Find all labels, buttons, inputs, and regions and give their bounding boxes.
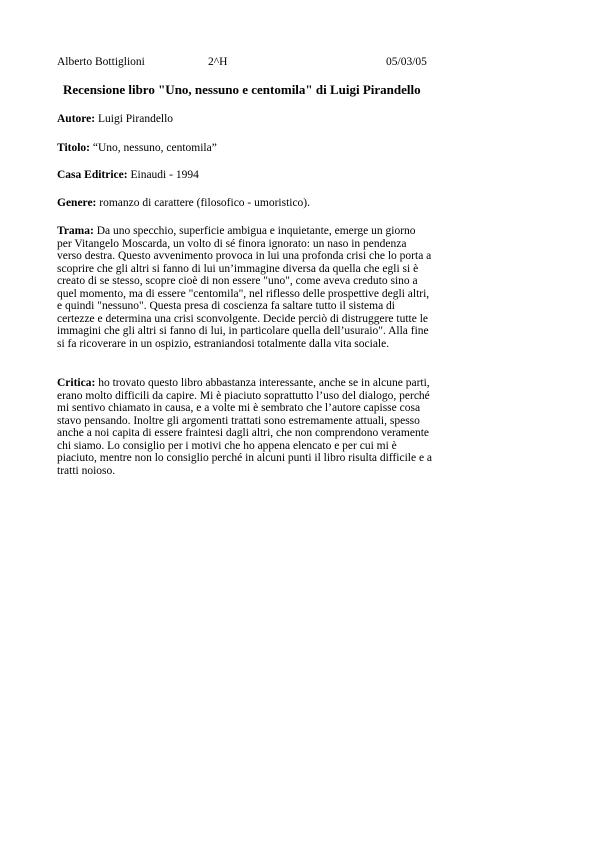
field-genere-label: Genere: <box>57 197 97 209</box>
text-line-content: ho trovato questo libro abbastanza interessante, anche se in alcune parti, <box>98 377 430 389</box>
document-title: Recensione libro "Uno, nessuno e centomila" di Luigi Pirandello <box>63 82 421 97</box>
text-line: quel momento, ma di essere "centomila", nel riflesso delle prospettive degli altri, <box>57 287 430 300</box>
text-line: mi sentivo chiamato in causa, e a volte mi è sembrato che l’autore capisse cosa <box>57 402 421 414</box>
header-date: 05/03/05 <box>386 56 427 68</box>
critica-paragraph <box>57 377 452 477</box>
field-titolo-value: “Uno, nessuno, centomila” <box>92 142 217 154</box>
text-line: scoprire che gli altri si fanno di lui un’immagine diversa da quella che egli si è <box>57 262 419 275</box>
text-line: creato di se stesso, scopre cioè di non essere "uno", come aveva creduto sino a <box>57 275 418 287</box>
field-titolo <box>57 141 452 155</box>
text-line: anche a noi capita di essere fraintesi dagli altri, che non comprendono veramente <box>57 427 429 439</box>
text-line: immagini che gli altri si fanno di lui, in particolare quella dell’usuraio". Alla fine <box>57 325 429 337</box>
document-header <box>57 55 457 69</box>
field-genere-value: romanzo di carattere (filosofico - umoristico). <box>99 197 311 209</box>
text-line: chi siamo. Lo consiglio per i motivi che ho appena elencato e per cui mi è <box>57 439 397 452</box>
header-class: 2^H <box>208 56 228 68</box>
text-line: tratti noioso. <box>57 464 116 477</box>
trama-label: Trama: <box>57 225 94 237</box>
field-autore-value: Luigi Pirandello <box>98 113 174 125</box>
field-casa-editrice <box>57 168 452 182</box>
text-line: si fa ricoverare in un ospizio, estraniandosi totalmente dalla vita sociale. <box>57 337 390 350</box>
trama-paragraph <box>57 225 452 350</box>
text-line: per Vitangelo Moscarda, un volto di sé finora ignorato: un naso in pendenza <box>57 237 407 250</box>
field-autore <box>57 112 452 126</box>
critica-label: Critica: <box>57 377 96 389</box>
text-line: verso destra. Questo avvenimento provoca in lui una profonda crisi che lo porta a <box>57 250 432 262</box>
field-casa-editrice-value: Einaudi - 1994 <box>130 169 199 181</box>
field-genere <box>57 196 452 210</box>
text-line: piaciuto, mentre non lo consiglio perché in alcuni punti il libro risulta difficile e a <box>57 452 433 464</box>
field-casa-editrice-label: Casa Editrice: <box>57 169 128 181</box>
text-line: stavo pensando. Inoltre gli argomenti trattati sono estremamente attuali, spesso <box>57 414 420 427</box>
text-line: certezze e determina una crisi sconvolgente. Decide perciò di distruggere tutte le <box>57 312 429 325</box>
header-author: Alberto Bottiglioni <box>57 56 145 68</box>
text-line <box>57 225 452 238</box>
text-line: erano molto difficili da capire. Mi è piaciuto soprattutto l’uso del dialogo, perché <box>57 389 430 402</box>
text-line-content: Da uno specchio, superficie ambigua e inquietante, emerge un giorno <box>96 225 416 237</box>
field-titolo-label: Titolo: <box>57 142 91 154</box>
text-line <box>57 377 452 390</box>
field-autore-label: Autore: <box>57 113 96 125</box>
text-line: e quindi "nessuno". Questa presa di coscienza fa saltare tutto il sistema di <box>57 300 396 312</box>
